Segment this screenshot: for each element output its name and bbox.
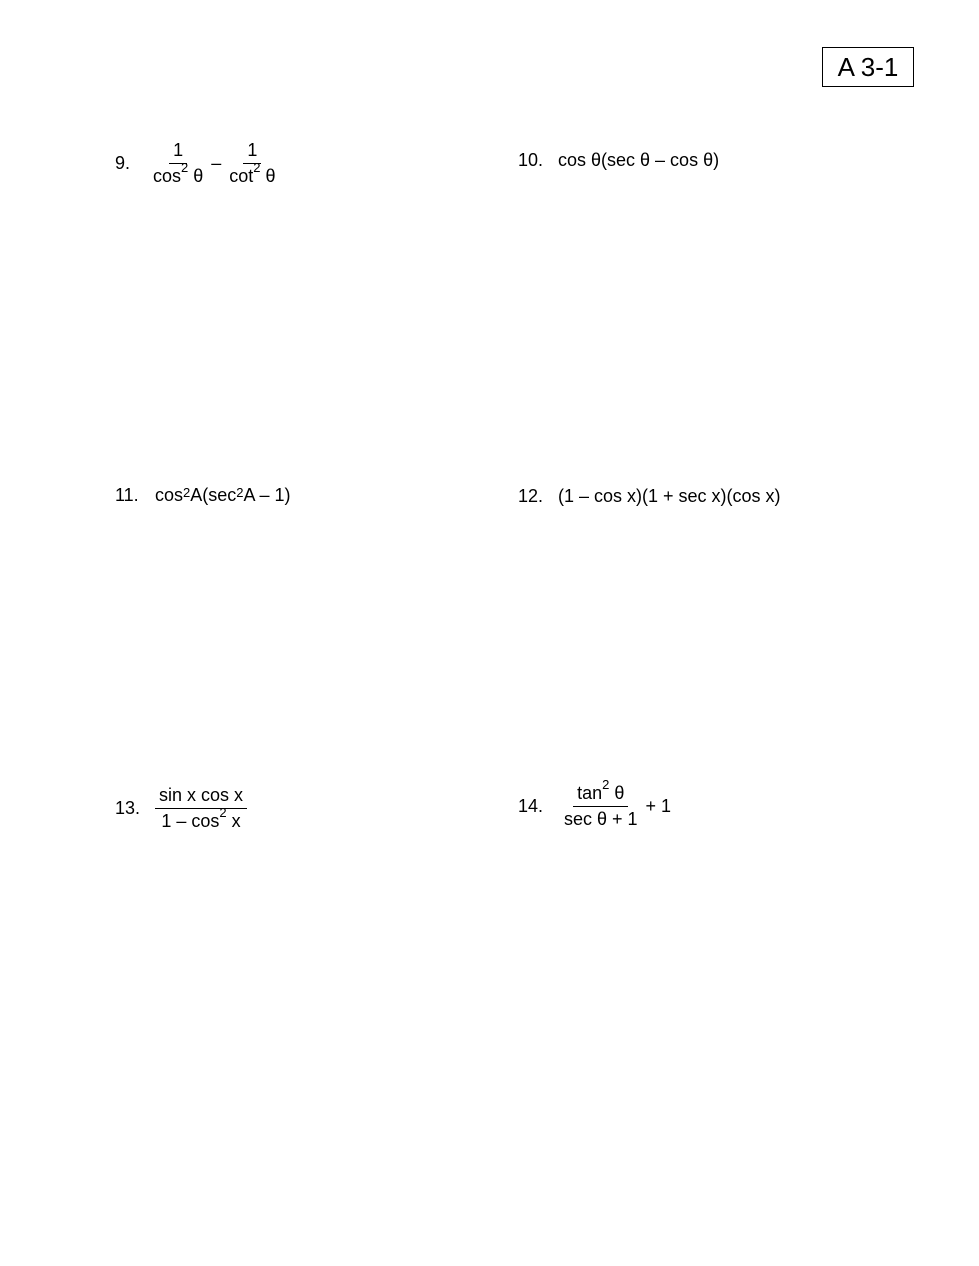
plus-term: + 1	[645, 796, 672, 816]
denominator: $\cot^2 \theta$	[229, 160, 276, 186]
problem-number: 10.	[518, 150, 544, 170]
minus-operator: –	[211, 153, 222, 173]
fraction	[225, 140, 279, 187]
problem-number: 11.	[115, 485, 139, 505]
denominator: $\cos^2 \theta$	[153, 160, 204, 186]
numerator: sin x cos x	[155, 785, 247, 809]
fraction	[560, 777, 642, 830]
fraction	[155, 785, 247, 832]
problem-number: 9.	[115, 153, 131, 173]
denominator: $1 - \cos^2 x$	[161, 805, 241, 831]
numerator: 1	[169, 140, 187, 164]
problem-12	[518, 486, 781, 507]
denominator: sec θ + 1	[564, 809, 638, 829]
problem-number: 13.	[115, 798, 141, 818]
problem-number: 12.	[518, 486, 544, 506]
expression: cos θ(sec θ – cos θ)	[558, 150, 720, 170]
problem-number: 14.	[518, 796, 544, 816]
numerator: $\tan^2 \theta$	[573, 783, 628, 807]
problem-10	[518, 150, 719, 171]
problem-14	[518, 777, 673, 830]
expression: cos $^2$ A(sec $^2$ A – 1)	[155, 484, 291, 505]
fraction	[149, 140, 207, 187]
expression: (1 – cos x)(1 + sec x)(cos x)	[558, 486, 781, 506]
page-label: A 3-1	[822, 47, 914, 87]
problem-11	[115, 485, 291, 506]
problem-13	[115, 785, 249, 832]
problem-9	[115, 140, 282, 187]
numerator: 1	[243, 140, 261, 164]
